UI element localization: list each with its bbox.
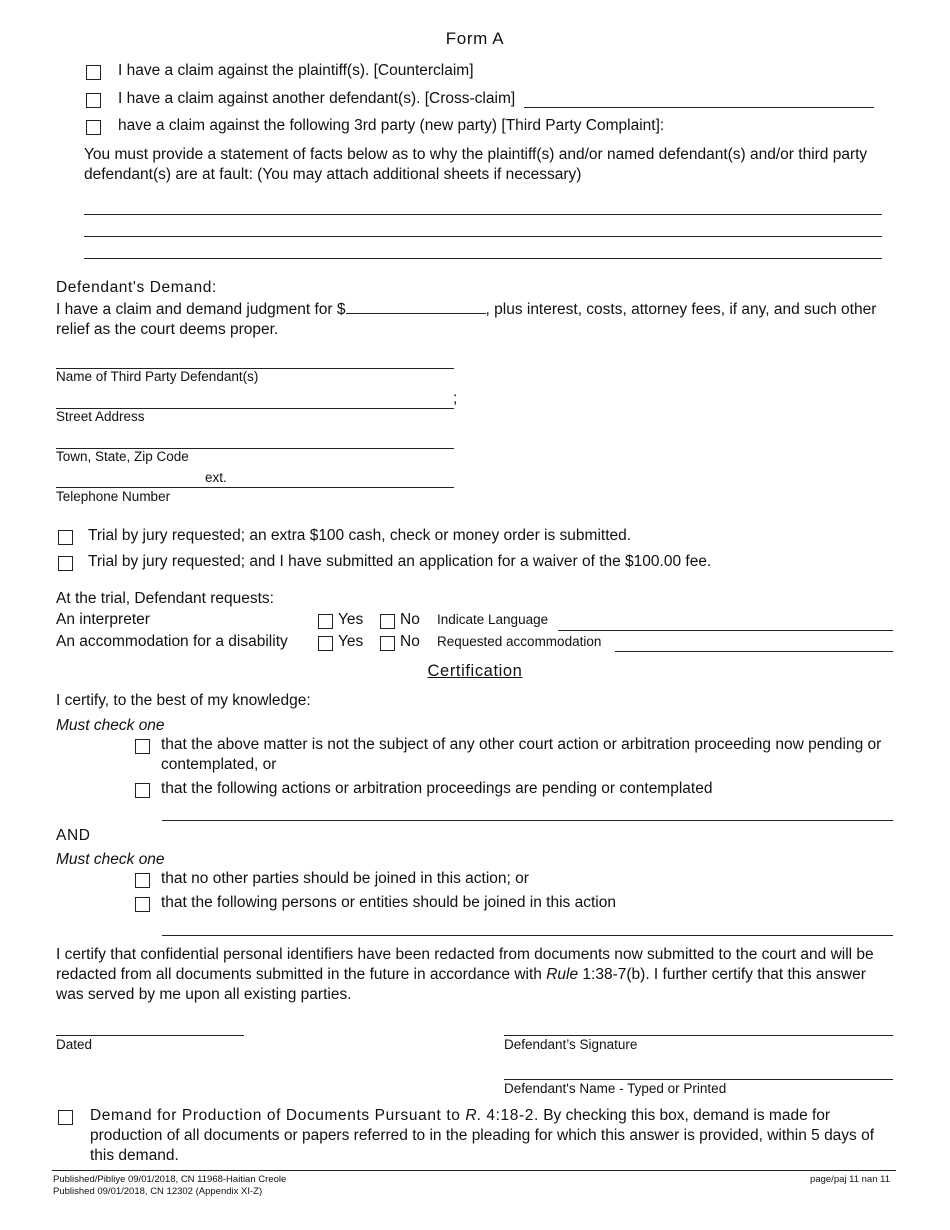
- must-check-one-2: Must check one: [56, 851, 165, 868]
- accommodation-yes-checkbox[interactable]: [318, 636, 333, 651]
- third-party-checkbox[interactable]: [86, 120, 101, 135]
- confidential-rule: Rule: [546, 966, 579, 983]
- dated-line[interactable]: [56, 1035, 244, 1036]
- certification-heading: Certification: [427, 662, 523, 680]
- statement-line-3[interactable]: [84, 258, 882, 259]
- join-parties-label: that the following persons or entities should be joined in this action: [161, 894, 616, 911]
- cross-claim-checkbox[interactable]: [86, 93, 101, 108]
- language-field[interactable]: [558, 630, 893, 631]
- no-other-parties-checkbox[interactable]: [135, 873, 150, 888]
- must-check-one-1: Must check one: [56, 717, 165, 734]
- cross-claim-label: I have a claim against another defendant(s). [Cross-claim]: [118, 90, 516, 107]
- production-demand-text: [90, 1106, 890, 1166]
- accommodation-field[interactable]: [615, 651, 893, 652]
- jury-fee-checkbox[interactable]: [58, 530, 73, 545]
- jury-fee-label: Trial by jury requested; an extra $100 cash, check or money order is submitted.: [88, 527, 632, 544]
- and-label: AND: [56, 827, 91, 844]
- counterclaim-checkbox[interactable]: [86, 65, 101, 80]
- accommodation-no-label: No: [400, 633, 420, 650]
- join-parties-line[interactable]: [162, 935, 893, 936]
- interpreter-no-label: No: [400, 611, 420, 628]
- statement-line-2[interactable]: [84, 236, 882, 237]
- join-parties-checkbox[interactable]: [135, 897, 150, 912]
- cross-claim-line[interactable]: [524, 107, 874, 108]
- accommodation-label: An accommodation for a disability: [56, 633, 288, 650]
- confidential-text-1: I certify that confidential personal identifiers have been redacted from documents now submitted to the court and will be redacted from all documents submitted in the future in accordance with: [56, 946, 874, 983]
- interpreter-label: An interpreter: [56, 611, 150, 628]
- dated-label: Dated: [56, 1037, 93, 1052]
- demand-text-end: , plus interest, costs, attorney fees, if any, and such other relief as the court deems proper.: [56, 301, 877, 338]
- pending-actions-checkbox[interactable]: [135, 783, 150, 798]
- accommodation-yes-label: Yes: [338, 633, 364, 650]
- printed-name-line[interactable]: [504, 1079, 893, 1080]
- confidential-text-2: 1:38-7(b). I further certify that this answer was served by me upon all existing parties.: [56, 966, 866, 1003]
- no-other-parties-label: that no other parties should be joined in this action; or: [161, 870, 529, 887]
- production-body: By checking this box, demand is made for production of all documents or papers referred to in the pleading for which this answer is provided, within 5 days of this demand.: [90, 1107, 875, 1164]
- production-title-r: R: [465, 1107, 477, 1124]
- demand-heading: Defendant's Demand:: [56, 279, 217, 296]
- requested-accommodation-label: Requested accommodation: [437, 634, 602, 649]
- no-other-action-label: that the above matter is not the subject of any other court action or arbitration proceeding now pending or contemplated, or: [161, 736, 882, 773]
- pending-actions-label: that the following actions or arbitration proceedings are pending or contemplated: [161, 780, 713, 797]
- street-address-label: Street Address: [56, 409, 145, 424]
- footer-published-2: Published 09/01/2018, CN 12302 (Appendix XI-Z): [53, 1186, 263, 1197]
- demand-amount-field[interactable]: [346, 298, 486, 314]
- pending-actions-line[interactable]: [162, 820, 893, 821]
- telephone-label: Telephone Number: [56, 489, 171, 504]
- accommodation-no-checkbox[interactable]: [380, 636, 395, 651]
- interpreter-yes-label: Yes: [338, 611, 364, 628]
- street-semicolon: ;: [453, 390, 458, 407]
- page-title: Form A: [445, 29, 505, 48]
- statement-instructions: You must provide a statement of facts below as to why the plaintiff(s) and/or named defendant(s) and/or third party defendant(s) are at fault: (You may attach additional sheets if necessary): [84, 146, 868, 183]
- third-party-name-label: Name of Third Party Defendant(s): [56, 369, 259, 384]
- interpreter-yes-checkbox[interactable]: [318, 614, 333, 629]
- ext-label: ext.: [205, 470, 227, 485]
- footer-page-number: page/paj 11 nan 11: [810, 1174, 890, 1185]
- trial-requests-heading: At the trial, Defendant requests:: [56, 590, 274, 607]
- certification-intro: I certify, to the best of my knowledge:: [56, 692, 311, 709]
- production-title-2: . 4:18-2.: [476, 1107, 539, 1124]
- signature-line[interactable]: [504, 1035, 893, 1036]
- third-party-label: have a claim against the following 3rd party (new party) [Third Party Complaint]:: [118, 117, 665, 134]
- signature-label: Defendant’s Signature: [504, 1037, 638, 1052]
- footer-rule: [52, 1170, 896, 1171]
- production-demand-checkbox[interactable]: [58, 1110, 73, 1125]
- interpreter-no-checkbox[interactable]: [380, 614, 395, 629]
- demand-text: [56, 298, 886, 340]
- confidential-certification: [56, 945, 894, 1005]
- counterclaim-label: I have a claim against the plaintiff(s). [Counterclaim]: [118, 62, 474, 79]
- demand-text-start: I have a claim and demand judgment for $: [56, 301, 346, 318]
- no-other-action-checkbox[interactable]: [135, 739, 150, 754]
- statement-line-1[interactable]: [84, 214, 882, 215]
- footer-published-1: Published/Pibliye 09/01/2018, CN 11968-Haitian Creole: [53, 1174, 287, 1185]
- printed-name-label: Defendant's Name - Typed or Printed: [504, 1081, 727, 1096]
- production-title-1: Demand for Production of Documents Pursuant to: [90, 1107, 466, 1124]
- telephone-line[interactable]: [56, 487, 454, 488]
- town-label: Town, State, Zip Code: [56, 449, 189, 464]
- indicate-language-label: Indicate Language: [437, 612, 549, 627]
- jury-waiver-checkbox[interactable]: [58, 556, 73, 571]
- jury-waiver-label: Trial by jury requested; and I have submitted an application for a waiver of the $100.00 fee.: [88, 553, 712, 570]
